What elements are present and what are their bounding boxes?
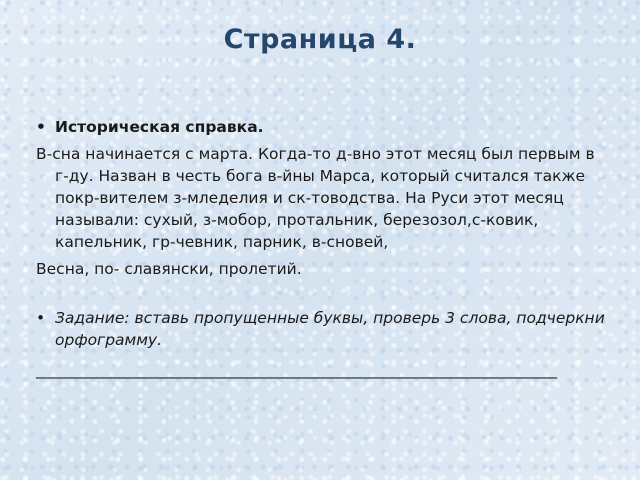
- answer-line: _____________________________________________________________________: [36, 361, 557, 379]
- task-text: Задание: вставь пропущенные буквы, проверь 3 слова, подчеркни орфограмму.: [55, 309, 605, 349]
- bullet-icon: •: [36, 118, 46, 136]
- spring-line: Весна, по- славянски, пролетий.: [36, 260, 302, 278]
- slide-content: [36, 116, 608, 381]
- bullet-icon: •: [36, 309, 46, 327]
- heading-text: Историческая справка.: [55, 118, 264, 136]
- page-title: Страница 4.: [223, 24, 417, 55]
- history-paragraph: В-сна начинается с марта. Когда-то д-вно этот месяц был первым в г-ду. Назван в честь бога в-йны Марса, который считался также покр-вителем з-мледелия и ск-товодства. На Руси этот месяц называли: сухый, з-мобор, протальник, березозол,с-ковик, капельник, гр-чевник, парник, в-сновей,: [36, 145, 595, 251]
- heading-item: [36, 116, 608, 138]
- task-item: [36, 307, 608, 351]
